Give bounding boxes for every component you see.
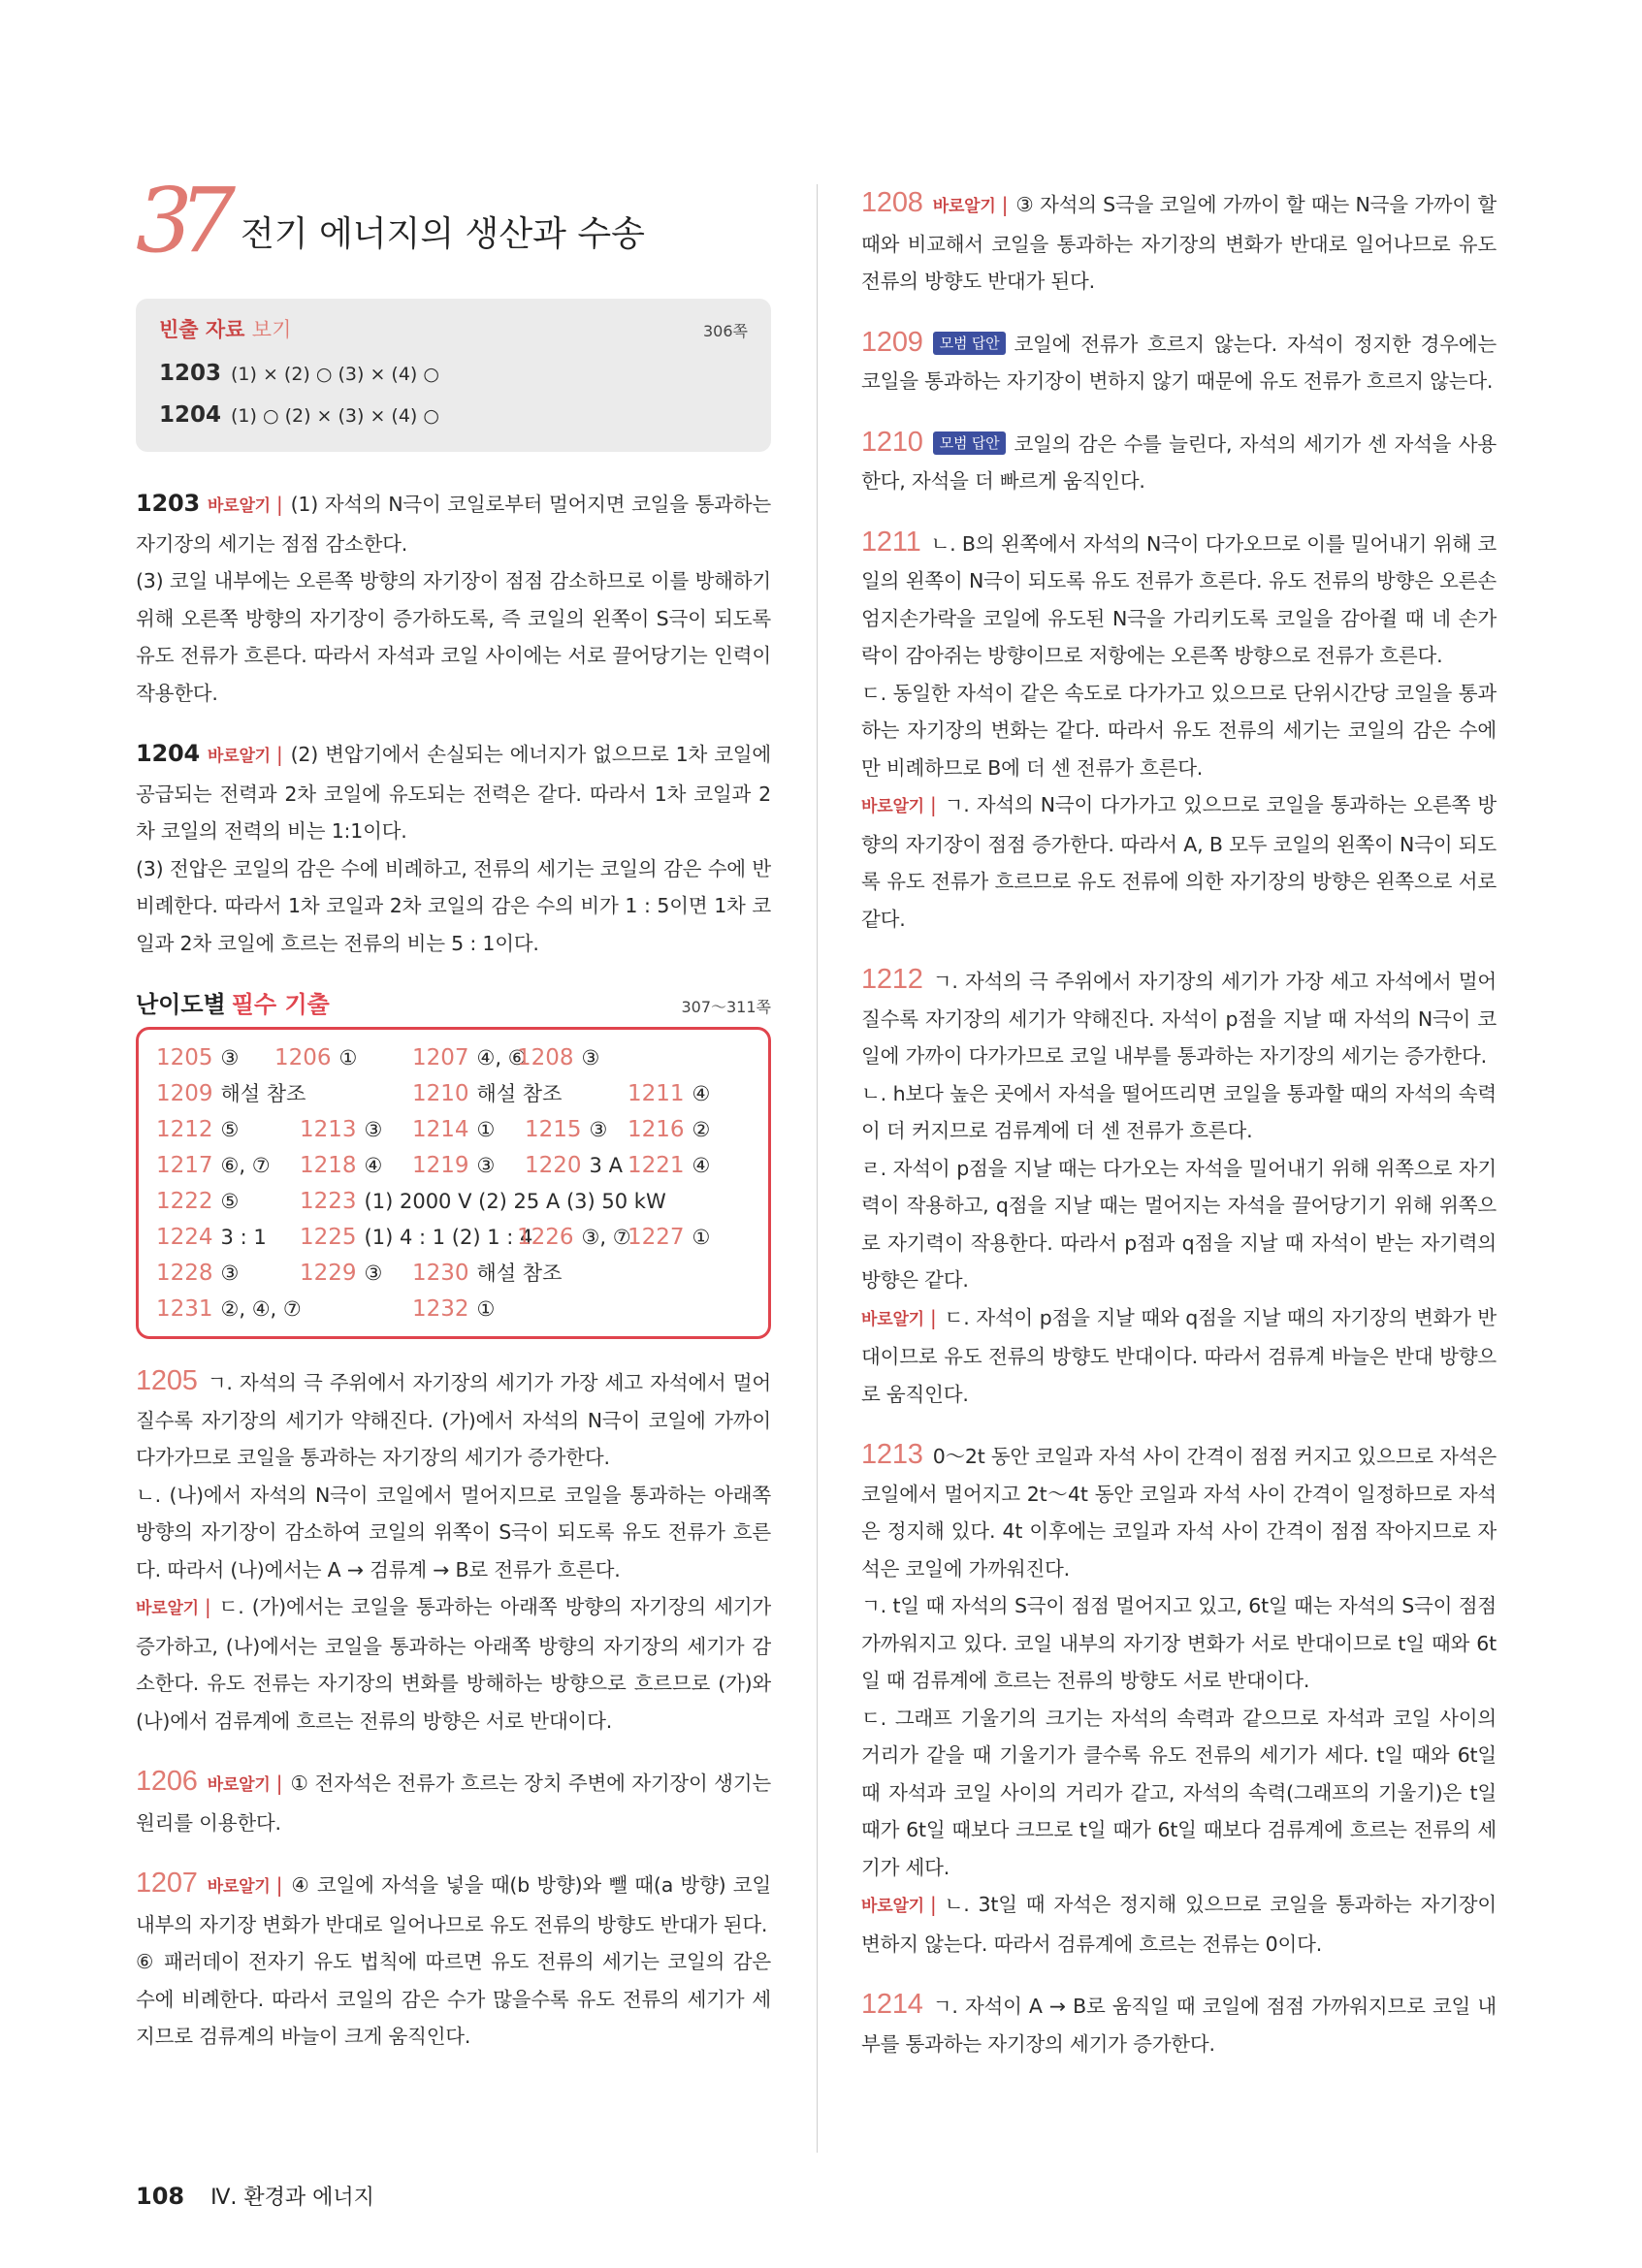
answers-row (156, 1183, 751, 1219)
frequent-data-row: 1204 (1) ○ (2) × (3) × (4) ○ (159, 402, 439, 428)
answer-item: 1231 ②, ④, ⑦ (156, 1296, 302, 1322)
chapter-header (136, 169, 771, 291)
answer-item: 1219 ③ (412, 1153, 496, 1178)
page-footer (136, 2181, 374, 2211)
answers-row (156, 1219, 751, 1255)
frequent-data-title: 빈출 자료 보기 (159, 318, 292, 341)
answers-row (156, 1291, 751, 1326)
answer-item: 1218 ④ (300, 1153, 383, 1178)
answers-header (136, 985, 771, 1019)
model-answer-badge: 모범 답안 (933, 431, 1007, 455)
answer-1208: 1208 바로알기 | ③ 자석의 S극을 코일에 가까이 할 때는 N극을 가까이 할 때와 비교해서 코일을 통과하는 자기장의 변화가 반대로 일어나므로 유도 전류의 방향도 반대가 된다. (861, 187, 1497, 293)
answer-1209: 1209 모범 답안 코일에 전류가 흐르지 않는다. 자석이 정지한 경우에는 코일을 통과하는 자기장이 변하지 않기 때문에 유도 전류가 흐르지 않는다. (861, 326, 1497, 393)
answer-1211: 1211 ㄴ. B의 왼쪽에서 자석의 N극이 다가오므로 이를 밀어내기 위해 코일의 왼쪽이 N극이 되도록 유도 전류가 흐른다. 유도 전류의 방향은 오른손 엄지손가락을 코일에 유도된 N극을 가리키도록 코일을 감아쥘 때 네 손가락이 감아쥐는 방향이므로 저항에는 오른쪽 방향으로 전류가 흐른다. ㄷ. 동일한 자석이 같은 속도로 다가가고 있으므로 단위시간당 코일을 통과하는 자기장의 변화는 같다. 따라서 유도 전류의 세기는 코일의 감은 수에만 비례하므로 B에 더 센 전류가 흐른다. 바로알기 | ㄱ. 자석의 N극이 다가가고 있으므로 코일을 통과하는 오른쪽 방향의 자기장이 점점 증가한다. 따라서 A, B 모두 코일의 왼쪽이 N극이 되도록 유도 전류가 흐르므로 유도 전류에 의한 자기장의 방향은 왼쪽으로 서로 같다. (861, 526, 1497, 931)
right-column (861, 184, 1497, 2086)
answers-row (156, 1255, 751, 1291)
answer-item: 1205 ③ (156, 1045, 240, 1070)
answer-1212: 1212 ㄱ. 자석의 극 주위에서 자기장의 세기가 가장 세고 자석에서 멀어질수록 자기장의 세기가 약해진다. 자석이 p점을 지날 때 자석의 N극이 코일에 가까이 다가가므로 코일 내부를 통과하는 자기장의 세기는 증가한다. ㄴ. h보다 높은 곳에서 자석을 떨어뜨리면 코일을 통과할 때의 자석의 속력이 더 커지므로 검류계에 더 센 전류가 흐른다. ㄹ. 자석이 p점을 지날 때는 다가오는 자석을 밀어내기 위해 위쪽으로 자기력이 작용하고, q점을 지날 때는 멀어지는 자석을 끌어당기기 위해 위쪽으로 자기력이 작용한다. 따라서 p점과 q점을 지날 때 자석이 받는 자기력의 방향은 같다. 바로알기 | ㄷ. 자석이 p점을 지날 때와 q점을 지날 때의 자기장의 변화가 반대이므로 유도 전류의 방향도 반대이다. 따라서 검류계 바늘은 반대 방향으로 움직인다. (861, 964, 1497, 1406)
frequent-data-page: 306쪽 (703, 322, 748, 340)
answer-item: 1217 ⑥, ⑦ (156, 1153, 271, 1178)
answer-1214: 1214 ㄱ. 자석이 A → B로 움직일 때 코일에 점점 가까워지므로 코일 내부를 통과하는 자기장의 세기가 증가한다. (861, 1989, 1497, 2056)
answer-1205: 1205 ㄱ. 자석의 극 주위에서 자기장의 세기가 가장 세고 자석에서 멀어질수록 자기장의 세기가 약해진다. (가)에서 자석의 N극이 코일에 가까이 다가가므로 코일을 통과하는 자기장의 세기가 증가한다. ㄴ. (나)에서 자석의 N극이 코일에서 멀어지므로 코일을 통과하는 아래쪽 방향의 자기장이 감소하여 코일의 위쪽이 S극이 되도록 유도 전류가 흐른다. 따라서 (나)에서는 A → 검류계 → B로 전류가 흐른다. 바로알기 | ㄷ. (가)에서는 코일을 통과하는 아래쪽 방향의 자기장의 세기가 증가하고, (나)에서는 코일을 통과하는 아래쪽 방향의 자기장의 세기가 감소한다. 유도 전류는 자기장의 변화를 방해하는 방향으로 흐르므로 (가)와 (나)에서 검류계에 흐르는 전류의 방향은 서로 반대이다. (136, 1365, 771, 1733)
answers-row (156, 1111, 751, 1147)
answer-item: 1228 ③ (156, 1261, 240, 1286)
answer-item: 1214 ① (412, 1117, 496, 1142)
column-divider (817, 184, 818, 2153)
answer-item: 1212 ⑤ (156, 1117, 240, 1142)
answer-item: 1224 3 : 1 (156, 1225, 267, 1250)
answers-page: 307～311쪽 (681, 998, 771, 1016)
answer-item: 1226 ③, ⑦ (517, 1225, 631, 1250)
answers-title: 난이도별 필수 기출 (136, 991, 330, 1018)
section-name: Ⅳ. 환경과 에너지 (210, 2186, 374, 2210)
frequent-data-row: 1203 (1) × (2) ○ (3) × (4) ○ (159, 361, 439, 386)
answers-row (156, 1039, 751, 1075)
answer-1206: 1206 바로알기 | ① 전자석은 전류가 흐르는 장치 주변에 자기장이 생기는 원리를 이용한다. (136, 1766, 771, 1835)
chapter-number: 37 (136, 169, 223, 272)
answer-item: 1220 3 A (525, 1153, 623, 1178)
answers-box (136, 1027, 771, 1339)
answer-item: 1209 해설 참조 (156, 1081, 306, 1106)
answer-item: 1230 해설 참조 (412, 1261, 563, 1286)
answer-item: 1225 (1) 4 : 1 (2) 1 : 4 (300, 1225, 533, 1250)
answer-1210: 1210 모범 답안 코일의 감은 수를 늘린다, 자석의 세기가 센 자석을 사용한다, 자석을 더 빠르게 움직인다. (861, 426, 1497, 493)
answer-item: 1210 해설 참조 (412, 1081, 563, 1106)
answer-item: 1229 ③ (300, 1261, 383, 1286)
answer-item: 1216 ② (628, 1117, 711, 1142)
answer-item: 1232 ① (412, 1296, 496, 1322)
model-answer-badge: 모범 답안 (933, 332, 1007, 355)
answer-item: 1227 ① (628, 1225, 711, 1250)
chapter-title: 전기 에너지의 생산과 수송 (241, 214, 645, 254)
answers-row (156, 1075, 751, 1111)
answer-item: 1207 ④, ⑥ (412, 1045, 527, 1070)
answer-item: 1215 ③ (525, 1117, 608, 1142)
answer-1213: 1213 0～2t 동안 코일과 자석 사이 간격이 점점 커지고 있으므로 자석은 코일에서 멀어지고 2t～4t 동안 코일과 자석 사이 간격이 일정하므로 자석은 정지해 있다. 4t 이후에는 코일과 자석 사이 간격이 점점 작아지므로 자석은 코일에 가까워진다. ㄱ. t일 때 자석의 S극이 점점 멀어지고 있고, 6t일 때는 자석의 S극이 점점 가까워지고 있다. 코일 내부의 자기장 변화가 서로 반대이므로 t일 때와 6t일 때 검류계에 흐르는 전류의 방향도 서로 반대이다. ㄷ. 그래프 기울기의 크기는 자석의 속력과 같으므로 자석과 코일 사이의 거리가 같을 때 기울기가 클수록 유도 전류의 세기가 세다. t일 때와 6t일 때 자석과 코일 사이의 거리가 같고, 자석의 속력(그래프의 기울기)은 t일 때가 6t일 때보다 크므로 t일 때가 6t일 때보다 검류계에 흐르는 전류의 세기가 세다. 바로알기 | ㄴ. 3t일 때 자석은 정지해 있으므로 코일을 통과하는 자기장이 변하지 않는다. 따라서 검류계에 흐르는 전류는 0이다. (861, 1439, 1497, 1956)
answer-1203: 1203 바로알기 | (1) 자석의 N극이 코일로부터 멀어지면 코일을 통과하는 자기장의 세기는 점점 감소한다. (3) 코일 내부에는 오른쪽 방향의 자기장이 점점 감소하므로 이를 방해하기 위해 오른쪽 방향의 자기장이 증가하도록, 즉 코일의 왼쪽이 S극이 되도록 유도 전류가 흐른다. 따라서 자석과 코일 사이에는 서로 끌어당기는 인력이 작용한다. (136, 490, 771, 705)
answer-1207: 1207 바로알기 | ④ 코일에 자석을 넣을 때(b 방향)와 뺄 때(a 방향) 코일 내부의 자기장 변화가 반대로 일어나므로 유도 전류의 방향도 반대가 된다. ⑥ 패러데이 전자기 유도 법칙에 따르면 유도 전류의 세기는 코일의 감은 수에 비례한다. 따라서 코일의 감은 수가 많을수록 유도 전류의 세기가 세지므로 검류계의 바늘이 크게 움직인다. (136, 1868, 771, 2048)
answer-item: 1222 ⑤ (156, 1189, 240, 1214)
frequent-data-box (136, 299, 771, 452)
answers-row (156, 1147, 751, 1183)
answer-item: 1213 ③ (300, 1117, 383, 1142)
answer-item: 1208 ③ (517, 1045, 600, 1070)
answer-item: 1211 ④ (628, 1081, 711, 1106)
answer-1204: 1204 바로알기 | (2) 변압기에서 손실되는 에너지가 없으므로 1차 코일에 공급되는 전력과 2차 코일에 유도되는 전력은 같다. 따라서 1차 코일과 2차 코일의 전력의 비는 1:1이다. (3) 전압은 코일의 감은 수에 비례하고, 전류의 세기는 코일의 감은 수에 반비례한다. 따라서 1차 코일과 2차 코일의 감은 수의 비가 1 : 5이면 1차 코일과 2차 코일에 흐르는 전류의 비는 5 : 1이다. (136, 740, 771, 955)
page-number: 108 (136, 2183, 185, 2210)
left-column (136, 169, 771, 2079)
answer-item: 1223 (1) 2000 V (2) 25 A (3) 50 kW (300, 1189, 666, 1214)
answer-item: 1206 ① (274, 1045, 358, 1070)
answer-item: 1221 ④ (628, 1153, 711, 1178)
